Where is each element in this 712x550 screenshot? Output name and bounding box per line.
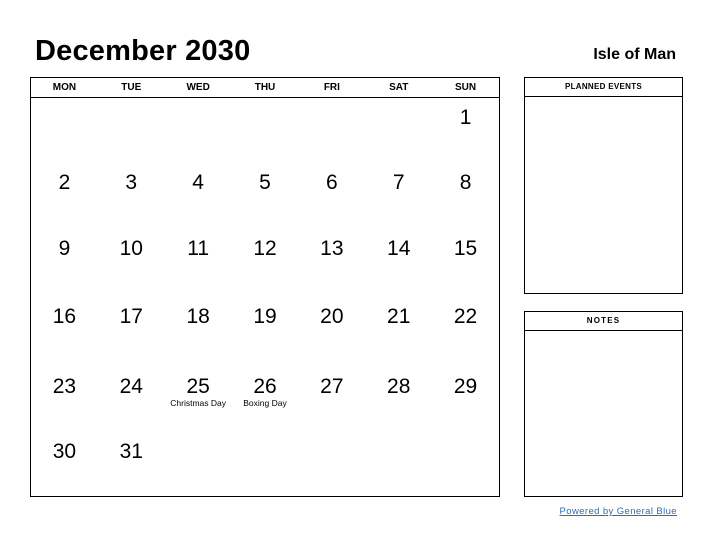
day-cell (98, 297, 165, 367)
day-number: 6 (326, 171, 338, 194)
day-cell (165, 432, 232, 498)
day-number: 14 (387, 237, 411, 260)
day-number: 24 (119, 375, 143, 398)
day-number: 11 (187, 237, 210, 260)
weekday-wed: WED (186, 82, 210, 93)
day-number: 9 (58, 237, 71, 260)
day-number: 20 (320, 305, 344, 328)
day-cell (232, 367, 299, 432)
day-cell (365, 229, 432, 297)
day-cell (432, 229, 499, 297)
page-title: December 2030 (35, 35, 251, 67)
day-number: 17 (119, 305, 143, 328)
day-number: 30 (52, 440, 77, 463)
day-cell (98, 367, 165, 432)
day-number: 3 (125, 171, 138, 194)
day-number: 15 (453, 237, 478, 260)
day-number: 21 (387, 305, 411, 328)
day-cell (232, 163, 299, 229)
planned-events-heading: PLANNED EVENTS (525, 78, 682, 97)
day-number: 25 (186, 375, 210, 398)
day-cell (298, 98, 365, 163)
day-cell (98, 163, 165, 229)
day-number: 18 (186, 305, 210, 328)
day-number: 5 (259, 171, 271, 194)
day-cell (165, 98, 232, 163)
day-number: 4 (192, 171, 204, 194)
day-cell (232, 432, 299, 498)
holiday-label: Boxing Day (243, 398, 287, 408)
day-number: 12 (253, 237, 277, 260)
day-cell (165, 229, 232, 297)
day-cell (432, 367, 499, 432)
day-cell (31, 229, 98, 297)
day-number: 2 (58, 171, 71, 194)
day-number: 19 (253, 305, 277, 328)
weekday-sun: SUN (455, 82, 477, 93)
weekday-fri: FRI (323, 82, 340, 93)
day-cell (298, 163, 365, 229)
day-number: 16 (52, 305, 77, 328)
weekday-tue: TUE (121, 82, 142, 93)
day-cell (31, 432, 98, 498)
day-cell (298, 432, 365, 498)
day-number: 8 (459, 171, 472, 194)
calendar-grid (30, 77, 500, 497)
day-cell (31, 367, 98, 432)
notes-heading: NOTES (525, 312, 682, 331)
day-cell (165, 367, 232, 432)
day-cell (298, 367, 365, 432)
notes-panel (524, 311, 683, 497)
day-number: 1 (459, 106, 472, 129)
day-cell (98, 432, 165, 498)
day-cell (31, 163, 98, 229)
day-cell (31, 297, 98, 367)
weekday-mon: MON (52, 82, 77, 93)
region-label: Isle of Man (593, 46, 676, 63)
day-number: 23 (52, 375, 77, 398)
day-cell (165, 163, 232, 229)
day-cell (165, 297, 232, 367)
day-number: 22 (453, 305, 478, 328)
day-cell (232, 297, 299, 367)
day-number: 26 (253, 375, 277, 398)
day-number: 10 (119, 237, 143, 260)
day-cell (365, 163, 432, 229)
day-cell (98, 98, 165, 163)
day-number: 31 (119, 440, 143, 463)
day-number: 28 (387, 375, 411, 398)
day-number: 7 (392, 171, 405, 194)
day-cell (232, 98, 299, 163)
day-cell (365, 297, 432, 367)
day-cell (298, 297, 365, 367)
day-cell (432, 163, 499, 229)
day-number: 27 (320, 375, 344, 398)
day-cell (365, 98, 432, 163)
day-cell (432, 432, 499, 498)
powered-by-link[interactable]: Powered by General Blue (559, 506, 677, 517)
day-cell (432, 297, 499, 367)
day-cells (31, 98, 499, 498)
day-cell (365, 432, 432, 498)
weekday-thu: THU (254, 82, 276, 93)
holiday-label: Christmas Day (170, 398, 226, 408)
day-number: 13 (320, 237, 344, 260)
day-cell (31, 98, 98, 163)
weekday-header (31, 78, 499, 98)
day-cell (365, 367, 432, 432)
day-cell (232, 229, 299, 297)
day-number: 29 (453, 375, 478, 398)
day-cell (98, 229, 165, 297)
day-cell (298, 229, 365, 297)
day-cell (432, 98, 499, 163)
weekday-sat: SAT (389, 82, 409, 93)
planned-events-panel (524, 77, 683, 294)
